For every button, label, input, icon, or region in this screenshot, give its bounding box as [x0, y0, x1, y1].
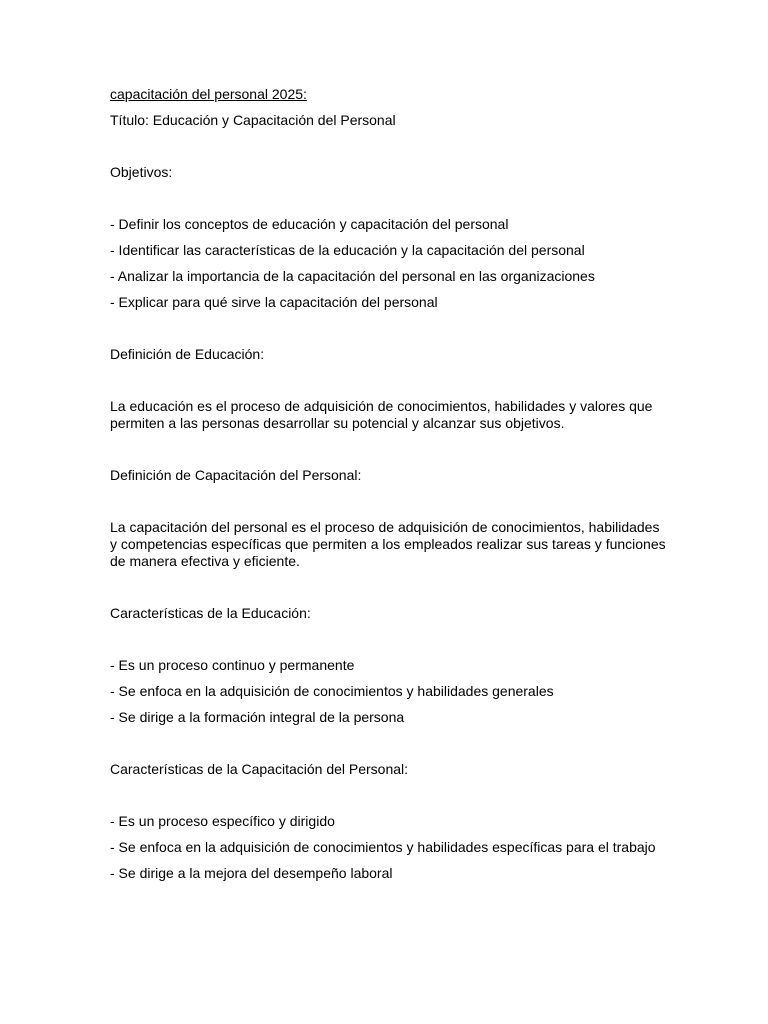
objetivo-item: - Explicar para qué sirve la capacitación del personal [110, 294, 438, 310]
car-capacitacion-item: - Es un proceso específico y dirigido [110, 813, 335, 829]
objetivos-label: Objetivos: [110, 164, 173, 180]
objetivo-item: - Identificar las características de la educación y la capacitación del personal [110, 242, 585, 258]
car-capacitacion-label: Características de la Capacitación del Personal: [110, 761, 409, 777]
car-educacion-item: - Se enfoca en la adquisición de conocimientos y habilidades generales [110, 683, 554, 699]
document-page [110, 86, 670, 882]
def-educacion-text: La educación es el proceso de adquisición de conocimientos, habilidades y valores que permiten a las personas desarrollar su potencial y alcanzar sus objetivos. [110, 398, 653, 431]
car-educacion-item: - Es un proceso continuo y permanente [110, 657, 355, 673]
car-capacitacion-item: - Se enfoca en la adquisición de conocimientos y habilidades específicas para el trabajo [110, 839, 656, 855]
objetivo-item: - Analizar la importancia de la capacitación del personal en las organizaciones [110, 268, 595, 284]
def-educacion-label: Definición de Educación: [110, 346, 265, 362]
car-capacitacion-item: - Se dirige a la mejora del desempeño laboral [110, 865, 393, 881]
def-capacitacion-label: Definición de Capacitación del Personal: [110, 467, 362, 483]
def-capacitacion-text: La capacitación del personal es el proceso de adquisición de conocimientos, habilidades y competencias específicas que permiten a los empleados realizar sus tareas y funciones de manera efectiva y eficiente. [110, 519, 666, 569]
objetivo-item: - Definir los conceptos de educación y capacitación del personal [110, 216, 509, 232]
car-educacion-item: - Se dirige a la formación integral de la persona [110, 709, 405, 725]
document-heading: capacitación del personal 2025: [110, 86, 307, 102]
car-educacion-label: Características de la Educación: [110, 605, 311, 621]
document-title: Título: Educación y Capacitación del Personal [110, 112, 396, 128]
